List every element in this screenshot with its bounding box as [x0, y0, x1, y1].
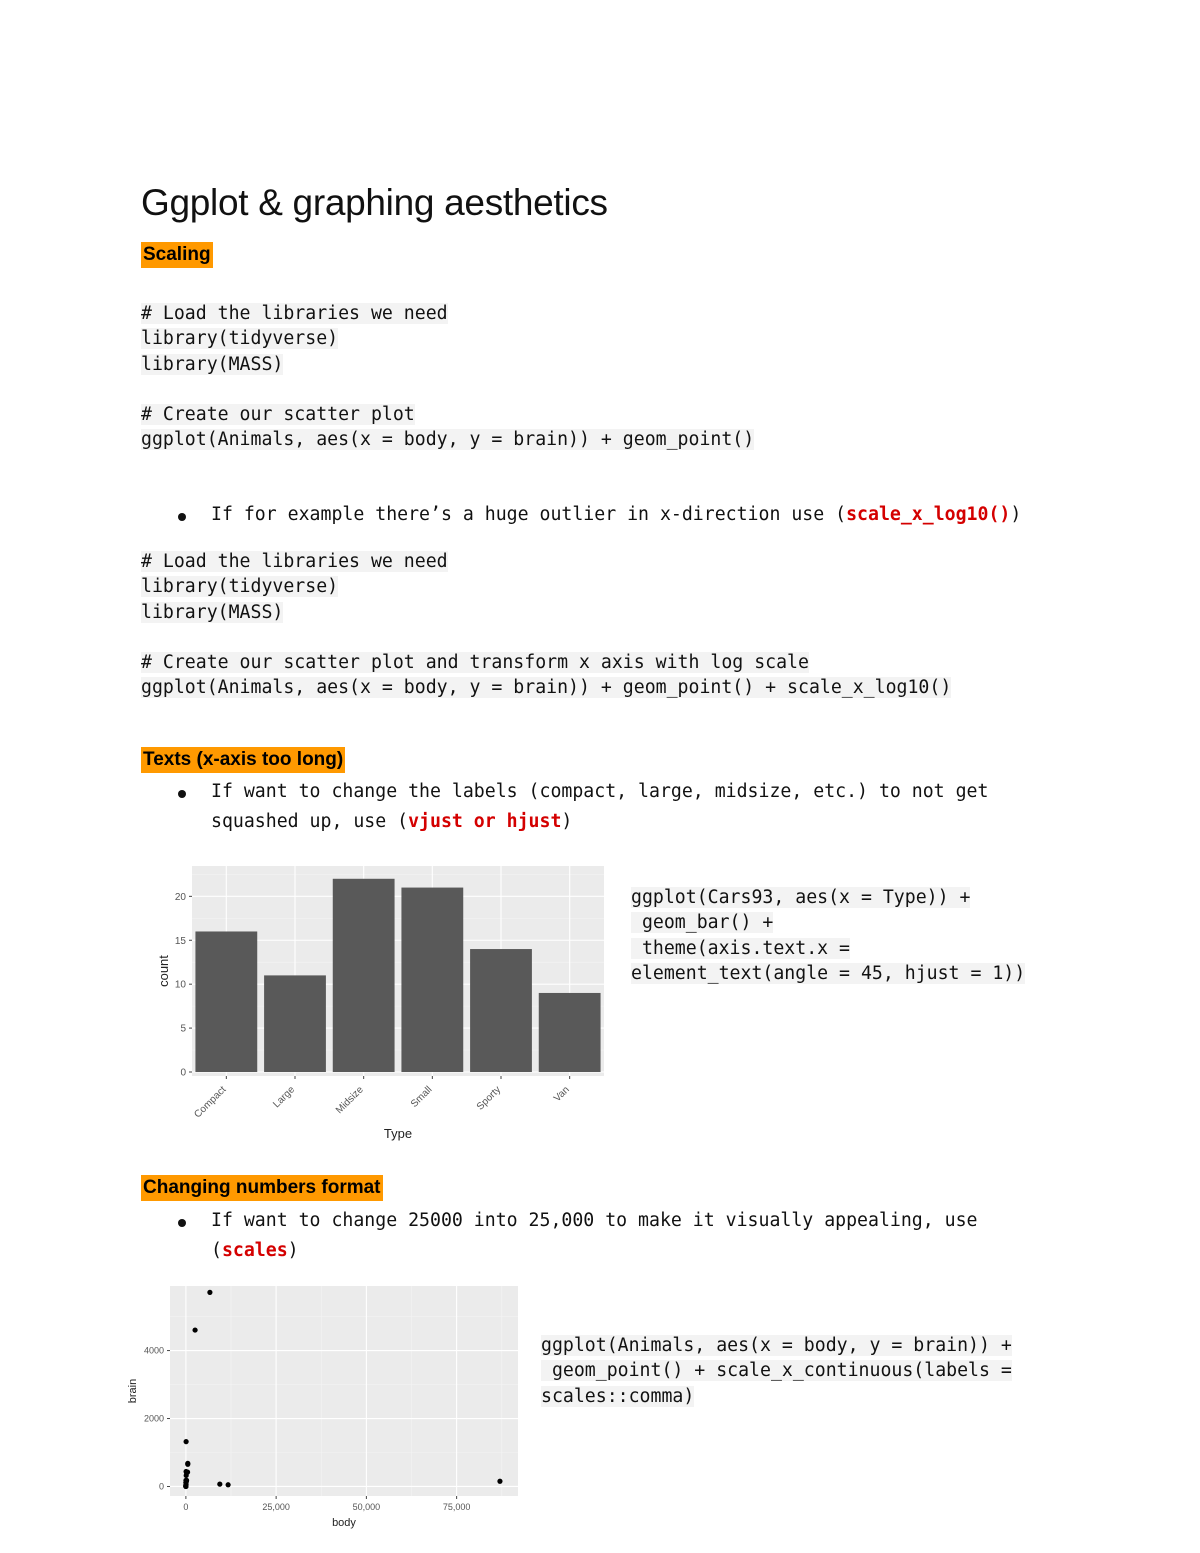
bullet-text: squashed up, use ( — [211, 811, 409, 832]
y-tick-label: 15 — [174, 935, 186, 947]
x-axis-label: body — [332, 1517, 356, 1529]
code-line — [141, 377, 754, 402]
code-line: geom_point() + scale_x_continuous(labels = — [541, 1360, 1012, 1382]
bullet-icon — [178, 513, 186, 521]
scatter-point — [192, 1327, 197, 1332]
code-line: ggplot(Animals, aes(x = body, y = brain)) + — [541, 1335, 1012, 1356]
bullet-text-end: ) — [287, 1240, 299, 1261]
y-axis-label: count — [156, 955, 171, 987]
x-tick-label: 0 — [183, 1502, 189, 1512]
scatter-chart — [120, 1280, 525, 1530]
plot-panel — [170, 1286, 518, 1496]
heading-highlight: Changing numbers format — [141, 1175, 383, 1201]
scatter-point — [185, 1461, 190, 1466]
bullet-numbers-line1: If want to change 25000 into 25,000 to make it visually appealing, use — [211, 1210, 978, 1231]
bar — [195, 931, 257, 1072]
inline-code: vjust or hjust — [408, 811, 562, 832]
bullet-text-end: ) — [1010, 504, 1022, 525]
x-tick-label: 25,000 — [262, 1502, 290, 1512]
y-tick-label: 5 — [180, 1023, 186, 1035]
code-line: theme(axis.text.x = — [631, 937, 850, 959]
bar — [470, 949, 532, 1072]
code-block-scaling-1 — [141, 301, 754, 453]
code-line: library(MASS) — [141, 353, 284, 375]
y-tick-label: 4000 — [143, 1345, 164, 1356]
y-tick-label: 0 — [180, 1067, 186, 1079]
x-tick-label: 75,000 — [442, 1502, 471, 1512]
y-tick-label: 10 — [174, 979, 186, 991]
code-line: library(MASS) — [141, 601, 284, 623]
code-line: geom_bar() + — [631, 912, 774, 934]
bullet-numbers-line2 — [211, 1236, 299, 1265]
code-line: # Load the libraries we need — [141, 551, 448, 572]
scatter-point — [184, 1439, 189, 1444]
x-tick-label: Sporty — [474, 1084, 504, 1113]
code-line: scales::comma) — [541, 1385, 695, 1407]
code-line: element_text(angle = 45, hjust = 1)) — [631, 962, 1026, 984]
code-line: library(tidyverse) — [141, 576, 339, 598]
x-tick-label: Small — [408, 1084, 435, 1110]
bar — [539, 993, 601, 1072]
code-line: # Create our scatter plot — [141, 404, 415, 426]
code-block-scaling-2 — [141, 549, 951, 701]
code-line: ggplot(Animals, aes(x = body, y = brain)) + geom_point() — [141, 429, 755, 451]
bullet-icon — [178, 790, 186, 798]
bullet-text-end: ) — [561, 811, 573, 832]
code-block-texts — [631, 885, 1025, 986]
bullet-text: If for example there’s a huge outlier in x-direction use ( — [211, 504, 847, 525]
y-axis-label: brain — [127, 1378, 139, 1404]
bullet-texts-line2 — [211, 807, 572, 836]
code-block-numbers — [541, 1333, 1012, 1409]
y-tick-label: 2000 — [143, 1413, 164, 1424]
y-tick-label: 20 — [174, 891, 186, 903]
bar — [264, 975, 326, 1072]
inline-code: scales — [221, 1240, 288, 1261]
scatter-point — [183, 1478, 188, 1483]
scatter-point — [183, 1484, 188, 1489]
section-heading-scaling — [141, 244, 213, 266]
code-line: # Load the libraries we need — [141, 303, 448, 324]
bar-chart — [150, 860, 610, 1145]
section-heading-texts — [141, 749, 345, 771]
scatter-point — [497, 1479, 502, 1484]
scatter-point — [207, 1290, 212, 1295]
scatter-point — [183, 1469, 188, 1474]
page-title: Ggplot & graphing aesthetics — [141, 182, 608, 223]
bullet-icon — [178, 1219, 186, 1227]
heading-highlight: Texts (x-axis too long) — [141, 747, 345, 773]
bar — [401, 888, 463, 1072]
bar — [333, 879, 395, 1072]
inline-code: scale_x_log10() — [846, 504, 1011, 525]
code-line: library(tidyverse) — [141, 328, 339, 350]
scatter-point — [217, 1482, 222, 1487]
scatter-point — [226, 1482, 231, 1487]
code-line: ggplot(Animals, aes(x = body, y = brain)) + geom_point() + scale_x_log10() — [141, 677, 952, 699]
x-tick-label: Van — [551, 1084, 572, 1105]
bullet-texts-line1: If want to change the labels (compact, large, midsize, etc.) to not get — [211, 781, 989, 802]
x-axis-label: Type — [383, 1126, 413, 1141]
x-tick-label: Large — [271, 1084, 298, 1111]
y-tick-label: 0 — [158, 1481, 164, 1492]
code-line: ggplot(Cars93, aes(x = Type)) + — [631, 887, 971, 908]
code-line — [141, 625, 951, 650]
x-tick-label: Midsize — [334, 1084, 366, 1117]
x-tick-label: Compact — [192, 1084, 229, 1121]
x-tick-label: 50,000 — [352, 1502, 381, 1512]
bullet-scaling — [211, 500, 1021, 529]
code-line: # Create our scatter plot and transform x axis with log scale — [141, 652, 809, 674]
heading-highlight: Scaling — [141, 242, 213, 268]
section-heading-numbers — [141, 1177, 383, 1199]
bullet-text: ( — [211, 1240, 222, 1261]
